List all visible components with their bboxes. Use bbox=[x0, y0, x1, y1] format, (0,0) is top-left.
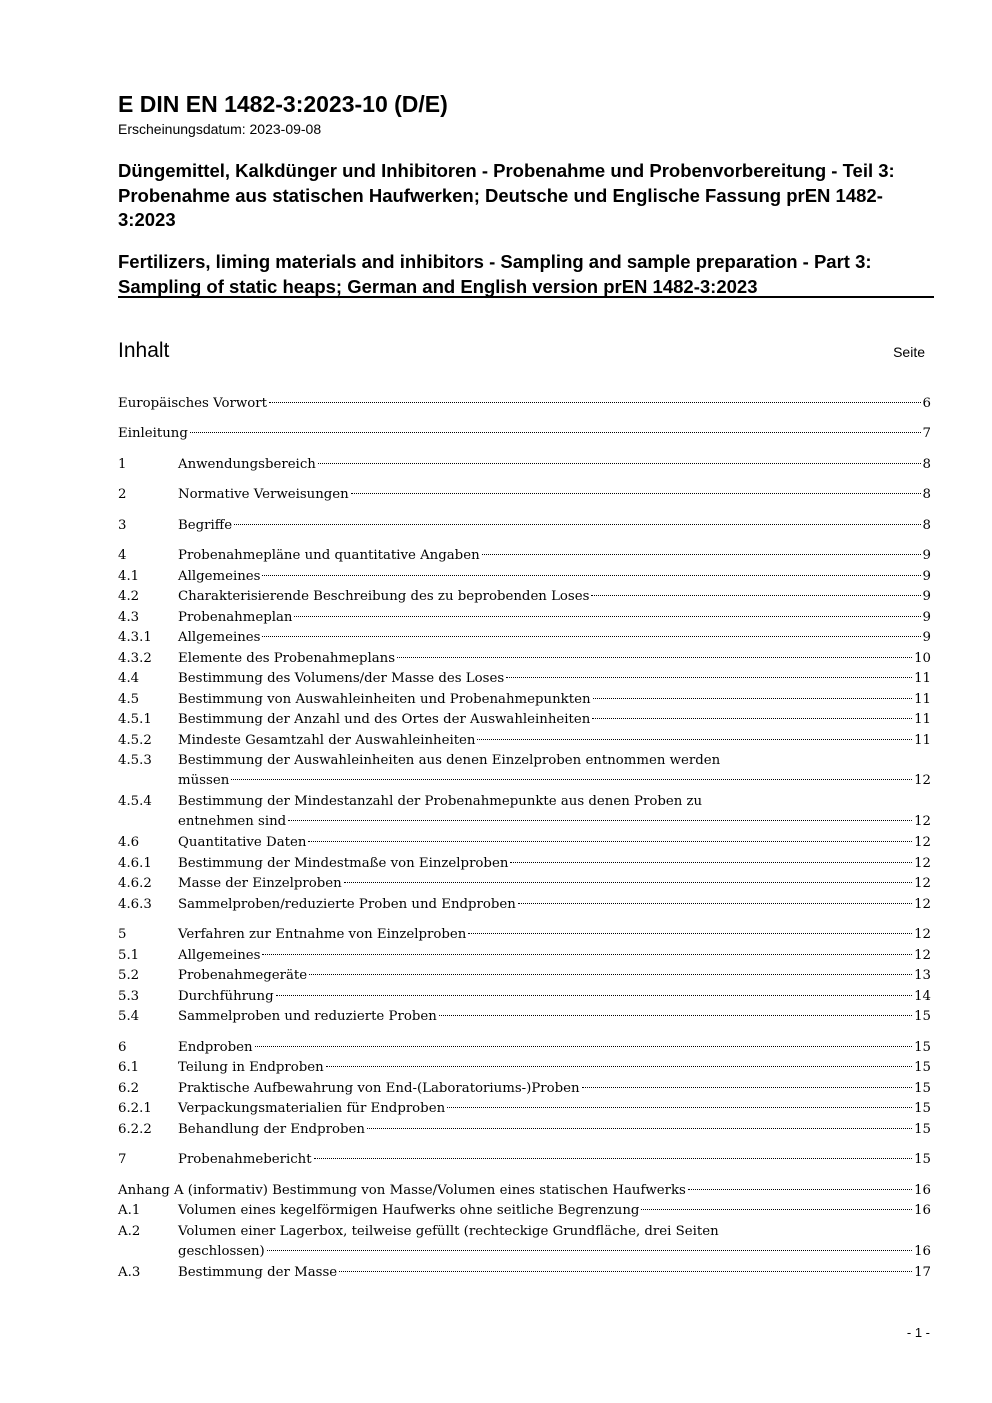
toc-dot-leader bbox=[468, 933, 912, 934]
toc-entry-page: 8 bbox=[922, 457, 931, 472]
toc-dot-leader bbox=[231, 779, 912, 780]
toc-entry-page: 10 bbox=[914, 651, 931, 666]
toc-entry[interactable] bbox=[118, 394, 931, 414]
toc-entry[interactable] bbox=[118, 792, 931, 833]
title-divider bbox=[118, 296, 934, 298]
toc-entry-page: 8 bbox=[922, 487, 931, 502]
document-id: E DIN EN 1482-3:2023-10 (D/E) bbox=[118, 91, 448, 117]
toc-entry[interactable] bbox=[118, 895, 931, 915]
toc-entry-page: 9 bbox=[922, 569, 931, 584]
toc-entry[interactable] bbox=[118, 731, 931, 751]
toc-entry-number: 4.5.1 bbox=[118, 712, 152, 727]
toc-entry[interactable] bbox=[118, 925, 931, 945]
toc-entry[interactable] bbox=[118, 669, 931, 689]
title-german: Düngemittel, Kalkdünger und Inhibitoren - Probenahme und Probenvorbereitung - Teil 3: Probenahme aus statischen Haufwerken; Deutsche und Englische Fassung prEN 1482-3:2023 bbox=[118, 160, 895, 230]
toc-entry[interactable] bbox=[118, 608, 931, 628]
toc-entry-number: 4.3.2 bbox=[118, 651, 152, 666]
toc-entry-page: 12 bbox=[914, 927, 931, 942]
toc-dot-leader bbox=[439, 1015, 912, 1016]
toc-entry-title: Allgemeines bbox=[178, 569, 261, 584]
toc-entry-number: 1 bbox=[118, 457, 127, 472]
toc-entry[interactable] bbox=[118, 1120, 931, 1140]
toc-entry-title: Charakterisierende Beschreibung des zu beprobenden Loses bbox=[178, 589, 590, 604]
toc-entry-number: 5.4 bbox=[118, 1009, 140, 1024]
toc-dot-leader bbox=[288, 820, 912, 821]
toc-entry-page: 15 bbox=[914, 1009, 931, 1024]
toc-entry[interactable] bbox=[118, 751, 931, 792]
toc-entry-number: A.1 bbox=[118, 1203, 141, 1218]
toc-dot-leader bbox=[339, 1271, 912, 1272]
toc-dot-leader bbox=[510, 862, 912, 863]
toc-dot-leader bbox=[255, 1046, 912, 1047]
toc-entry-title: Volumen einer Lagerbox, teilweise gefüllt (rechteckige Grundfläche, drei Seiten bbox=[178, 1224, 719, 1239]
toc-entry-title: Europäisches Vorwort bbox=[118, 396, 267, 411]
toc-entry-number: A.3 bbox=[118, 1265, 141, 1280]
toc-entry-title: Probenahmeplan bbox=[178, 610, 293, 625]
toc-entry-number: 2 bbox=[118, 487, 127, 502]
toc-entry-title: Sammelproben und reduzierte Proben bbox=[178, 1009, 437, 1024]
toc-entry-page: 16 bbox=[914, 1244, 931, 1260]
toc-entry-title: Praktische Aufbewahrung von End-(Laboratoriums-)Proben bbox=[178, 1081, 580, 1096]
toc-entry-title: Behandlung der Endproben bbox=[178, 1122, 365, 1137]
toc-dot-leader bbox=[326, 1066, 912, 1067]
toc-entry[interactable] bbox=[118, 1099, 931, 1119]
toc-entry[interactable] bbox=[118, 1201, 931, 1221]
toc-dot-leader bbox=[582, 1087, 912, 1088]
toc-entry-number: 4.6.2 bbox=[118, 876, 152, 891]
toc-entry[interactable] bbox=[118, 516, 931, 536]
toc-entry-title: Mindeste Gesamtzahl der Auswahleinheiten bbox=[178, 733, 476, 748]
toc-entry[interactable] bbox=[118, 966, 931, 986]
toc-entry-page: 9 bbox=[922, 630, 931, 645]
toc-entry-title: Bestimmung der Mindestmaße von Einzelproben bbox=[178, 856, 509, 871]
toc-entry-page: 8 bbox=[922, 518, 931, 533]
toc-entry[interactable] bbox=[118, 546, 931, 566]
toc-entry-title: Verfahren zur Entnahme von Einzelproben bbox=[178, 927, 467, 942]
toc-entry-number: A.2 bbox=[118, 1224, 141, 1239]
toc-entry-title: Probenahmepläne und quantitative Angaben bbox=[178, 548, 480, 563]
toc-entry-number: 6.1 bbox=[118, 1060, 140, 1075]
toc-entry-number: 5.2 bbox=[118, 968, 140, 983]
toc-dot-leader bbox=[318, 463, 921, 464]
toc-entry-number: 4.5.2 bbox=[118, 733, 152, 748]
toc-entry-title: Begriffe bbox=[178, 518, 233, 533]
toc-entry-title-continued: entnehmen sind bbox=[178, 814, 287, 830]
toc-dot-leader bbox=[688, 1189, 912, 1190]
toc-entry-title: Anhang A (informativ) Bestimmung von Masse/Volumen eines statischen Haufwerks bbox=[118, 1183, 686, 1198]
toc-entry-number: 4.3.1 bbox=[118, 630, 152, 645]
toc-dot-leader bbox=[641, 1209, 912, 1210]
toc-entry-title: Normative Verweisungen bbox=[178, 487, 349, 502]
toc-entry-page: 12 bbox=[914, 856, 931, 871]
toc-entry-number: 5 bbox=[118, 927, 127, 942]
toc-entry-page: 12 bbox=[914, 773, 931, 789]
toc-entry-title: Teilung in Endproben bbox=[178, 1060, 324, 1075]
toc-entry[interactable] bbox=[118, 628, 931, 648]
toc-entry-number: 4.4 bbox=[118, 671, 140, 686]
toc-entry-title: Probenahmebericht bbox=[178, 1152, 312, 1167]
toc-dot-leader bbox=[447, 1107, 912, 1108]
toc-entry-title: Elemente des Probenahmeplans bbox=[178, 651, 396, 666]
toc-entry-page: 11 bbox=[914, 671, 931, 686]
toc-entry-page: 12 bbox=[914, 948, 931, 963]
toc-entry-page: 16 bbox=[914, 1183, 931, 1198]
toc-entry-title: Bestimmung der Auswahleinheiten aus denen Einzelproben entnommen werden bbox=[178, 753, 721, 768]
toc-entry-title: Bestimmung der Mindestanzahl der Probenahmepunkte aus denen Proben zu bbox=[178, 794, 703, 809]
toc-entry-page: 12 bbox=[914, 835, 931, 850]
toc-dot-leader bbox=[506, 677, 912, 678]
toc-entry-page: 9 bbox=[922, 589, 931, 604]
toc-dot-leader bbox=[592, 718, 912, 719]
toc-entry[interactable] bbox=[118, 1058, 931, 1078]
toc-entry-number: 4.2 bbox=[118, 589, 140, 604]
toc-entry-title: Allgemeines bbox=[178, 948, 261, 963]
toc-entry[interactable] bbox=[118, 649, 931, 669]
toc-dot-leader bbox=[518, 903, 912, 904]
toc-entry[interactable] bbox=[118, 1181, 931, 1201]
toc-dot-leader bbox=[351, 493, 921, 494]
toc-entry-number: 4.6.1 bbox=[118, 856, 152, 871]
toc-dot-leader bbox=[308, 841, 912, 842]
toc-entry[interactable] bbox=[118, 1007, 931, 1027]
toc-dot-leader bbox=[294, 616, 920, 617]
toc-entry[interactable] bbox=[118, 690, 931, 710]
toc-entry[interactable] bbox=[118, 1038, 931, 1058]
toc-dot-leader bbox=[591, 595, 920, 596]
toc-entry-number: 6.2.1 bbox=[118, 1101, 152, 1116]
toc-entry-title: Quantitative Daten bbox=[178, 835, 307, 850]
toc-entry[interactable] bbox=[118, 424, 931, 444]
toc-entry-title: Verpackungsmaterialien für Endproben bbox=[178, 1101, 446, 1116]
toc-entry-page: 15 bbox=[914, 1152, 931, 1167]
toc-entry-title: Durchführung bbox=[178, 989, 274, 1004]
toc-entry-page: 15 bbox=[914, 1101, 931, 1116]
toc-entry-page: 15 bbox=[914, 1122, 931, 1137]
toc-entry[interactable] bbox=[118, 485, 931, 505]
toc-entry-page: 11 bbox=[914, 692, 931, 707]
toc-entry-number: 4.1 bbox=[118, 569, 140, 584]
toc-entry-number: 6.2.2 bbox=[118, 1122, 152, 1137]
toc-entry-title: Endproben bbox=[178, 1040, 253, 1055]
toc-entry-title: Bestimmung der Anzahl und des Ortes der Auswahleinheiten bbox=[178, 712, 591, 727]
toc-entry-page: 14 bbox=[914, 989, 931, 1004]
toc-entry-title: Anwendungsbereich bbox=[178, 457, 316, 472]
toc-dot-leader bbox=[309, 974, 912, 975]
toc-entry[interactable] bbox=[118, 833, 931, 853]
toc-entry-number: 6.2 bbox=[118, 1081, 140, 1096]
toc-entry[interactable] bbox=[118, 1222, 931, 1263]
toc-entry-page: 12 bbox=[914, 814, 931, 830]
toc-dot-leader bbox=[344, 882, 912, 883]
toc-dot-leader bbox=[482, 554, 921, 555]
toc-entry-number: 4.6 bbox=[118, 835, 140, 850]
toc-dot-leader bbox=[367, 1128, 912, 1129]
toc-entry[interactable] bbox=[118, 854, 931, 874]
toc-entry-page: 9 bbox=[922, 548, 931, 563]
toc-entry-number: 4 bbox=[118, 548, 127, 563]
toc-entry-title: Masse der Einzelproben bbox=[178, 876, 342, 891]
title-english: Fertilizers, liming materials and inhibitors - Sampling and sample preparation - Part 3: Sampling of static heaps; German and English version prEN 1482-3:2023 bbox=[118, 251, 872, 297]
toc-dot-leader bbox=[267, 1250, 912, 1251]
toc-entry-number: 4.6.3 bbox=[118, 897, 152, 912]
toc-entry-number: 5.3 bbox=[118, 989, 140, 1004]
toc-entry[interactable] bbox=[118, 1079, 931, 1099]
toc-entry-page: 11 bbox=[914, 712, 931, 727]
toc-entry-page: 17 bbox=[914, 1265, 931, 1280]
toc-dot-leader bbox=[397, 657, 912, 658]
toc-dot-leader bbox=[262, 575, 920, 576]
toc-entry-page: 12 bbox=[914, 876, 931, 891]
toc-dot-leader bbox=[262, 636, 920, 637]
toc-entry-page: 6 bbox=[922, 396, 931, 411]
toc-entry-number: 4.5.3 bbox=[118, 753, 152, 768]
toc-entry-number: 4.5.4 bbox=[118, 794, 152, 809]
toc-entry-page: 15 bbox=[914, 1060, 931, 1075]
toc-entry-title-continued: müssen bbox=[178, 773, 230, 789]
toc-entry-number: 4.3 bbox=[118, 610, 140, 625]
toc-entry-number: 4.5 bbox=[118, 692, 140, 707]
toc-entry-title: Allgemeines bbox=[178, 630, 261, 645]
toc-dot-leader bbox=[314, 1158, 913, 1159]
toc-heading: Inhalt bbox=[118, 339, 170, 362]
toc-entry-number: 5.1 bbox=[118, 948, 140, 963]
toc-dot-leader bbox=[190, 432, 921, 433]
toc-entry-page: 11 bbox=[914, 733, 931, 748]
toc-entry-title: Bestimmung des Volumens/der Masse des Loses bbox=[178, 671, 505, 686]
release-date: Erscheinungsdatum: 2023-09-08 bbox=[118, 121, 322, 137]
toc-entry-page: 16 bbox=[914, 1203, 931, 1218]
toc-entry[interactable] bbox=[118, 1263, 931, 1283]
toc-entry-title: Bestimmung von Auswahleinheiten und Probenahmepunkten bbox=[178, 692, 591, 707]
toc-dot-leader bbox=[276, 995, 912, 996]
toc-entry-number: 6 bbox=[118, 1040, 127, 1055]
toc-entry[interactable] bbox=[118, 587, 931, 607]
toc-dot-leader bbox=[262, 954, 912, 955]
toc-entry-title: Bestimmung der Masse bbox=[178, 1265, 338, 1280]
toc-entry[interactable] bbox=[118, 710, 931, 730]
toc-entry-number: 7 bbox=[118, 1152, 127, 1167]
toc-entry-title: Sammelproben/reduzierte Proben und Endproben bbox=[178, 897, 516, 912]
toc-entry-page: 15 bbox=[914, 1040, 931, 1055]
toc-dot-leader bbox=[593, 698, 913, 699]
toc-entry[interactable] bbox=[118, 567, 931, 587]
toc-entry-page: 12 bbox=[914, 897, 931, 912]
toc-entry[interactable] bbox=[118, 946, 931, 966]
toc-dot-leader bbox=[269, 402, 921, 403]
page-number: - 1 - bbox=[906, 1325, 930, 1340]
toc-entry-page: 15 bbox=[914, 1081, 931, 1096]
toc-entry-title: Volumen eines kegelförmigen Haufwerks ohne seitliche Begrenzung bbox=[178, 1203, 640, 1218]
toc-dot-leader bbox=[477, 739, 912, 740]
toc-entry-title: Einleitung bbox=[118, 426, 188, 441]
toc-entry-page: 9 bbox=[922, 610, 931, 625]
toc-dot-leader bbox=[234, 524, 920, 525]
toc-entry[interactable] bbox=[118, 987, 931, 1007]
toc-page-label: Seite bbox=[893, 344, 925, 360]
toc-entry[interactable] bbox=[118, 1150, 931, 1170]
toc-entry-title: Probenahmegeräte bbox=[178, 968, 308, 983]
toc-entry[interactable] bbox=[118, 874, 931, 894]
toc-entry[interactable] bbox=[118, 455, 931, 475]
toc-entry-title-continued: geschlossen) bbox=[178, 1244, 265, 1260]
toc-entry-page: 13 bbox=[914, 968, 931, 983]
toc-entry-number: 3 bbox=[118, 518, 127, 533]
toc-entry-page: 7 bbox=[922, 426, 931, 441]
